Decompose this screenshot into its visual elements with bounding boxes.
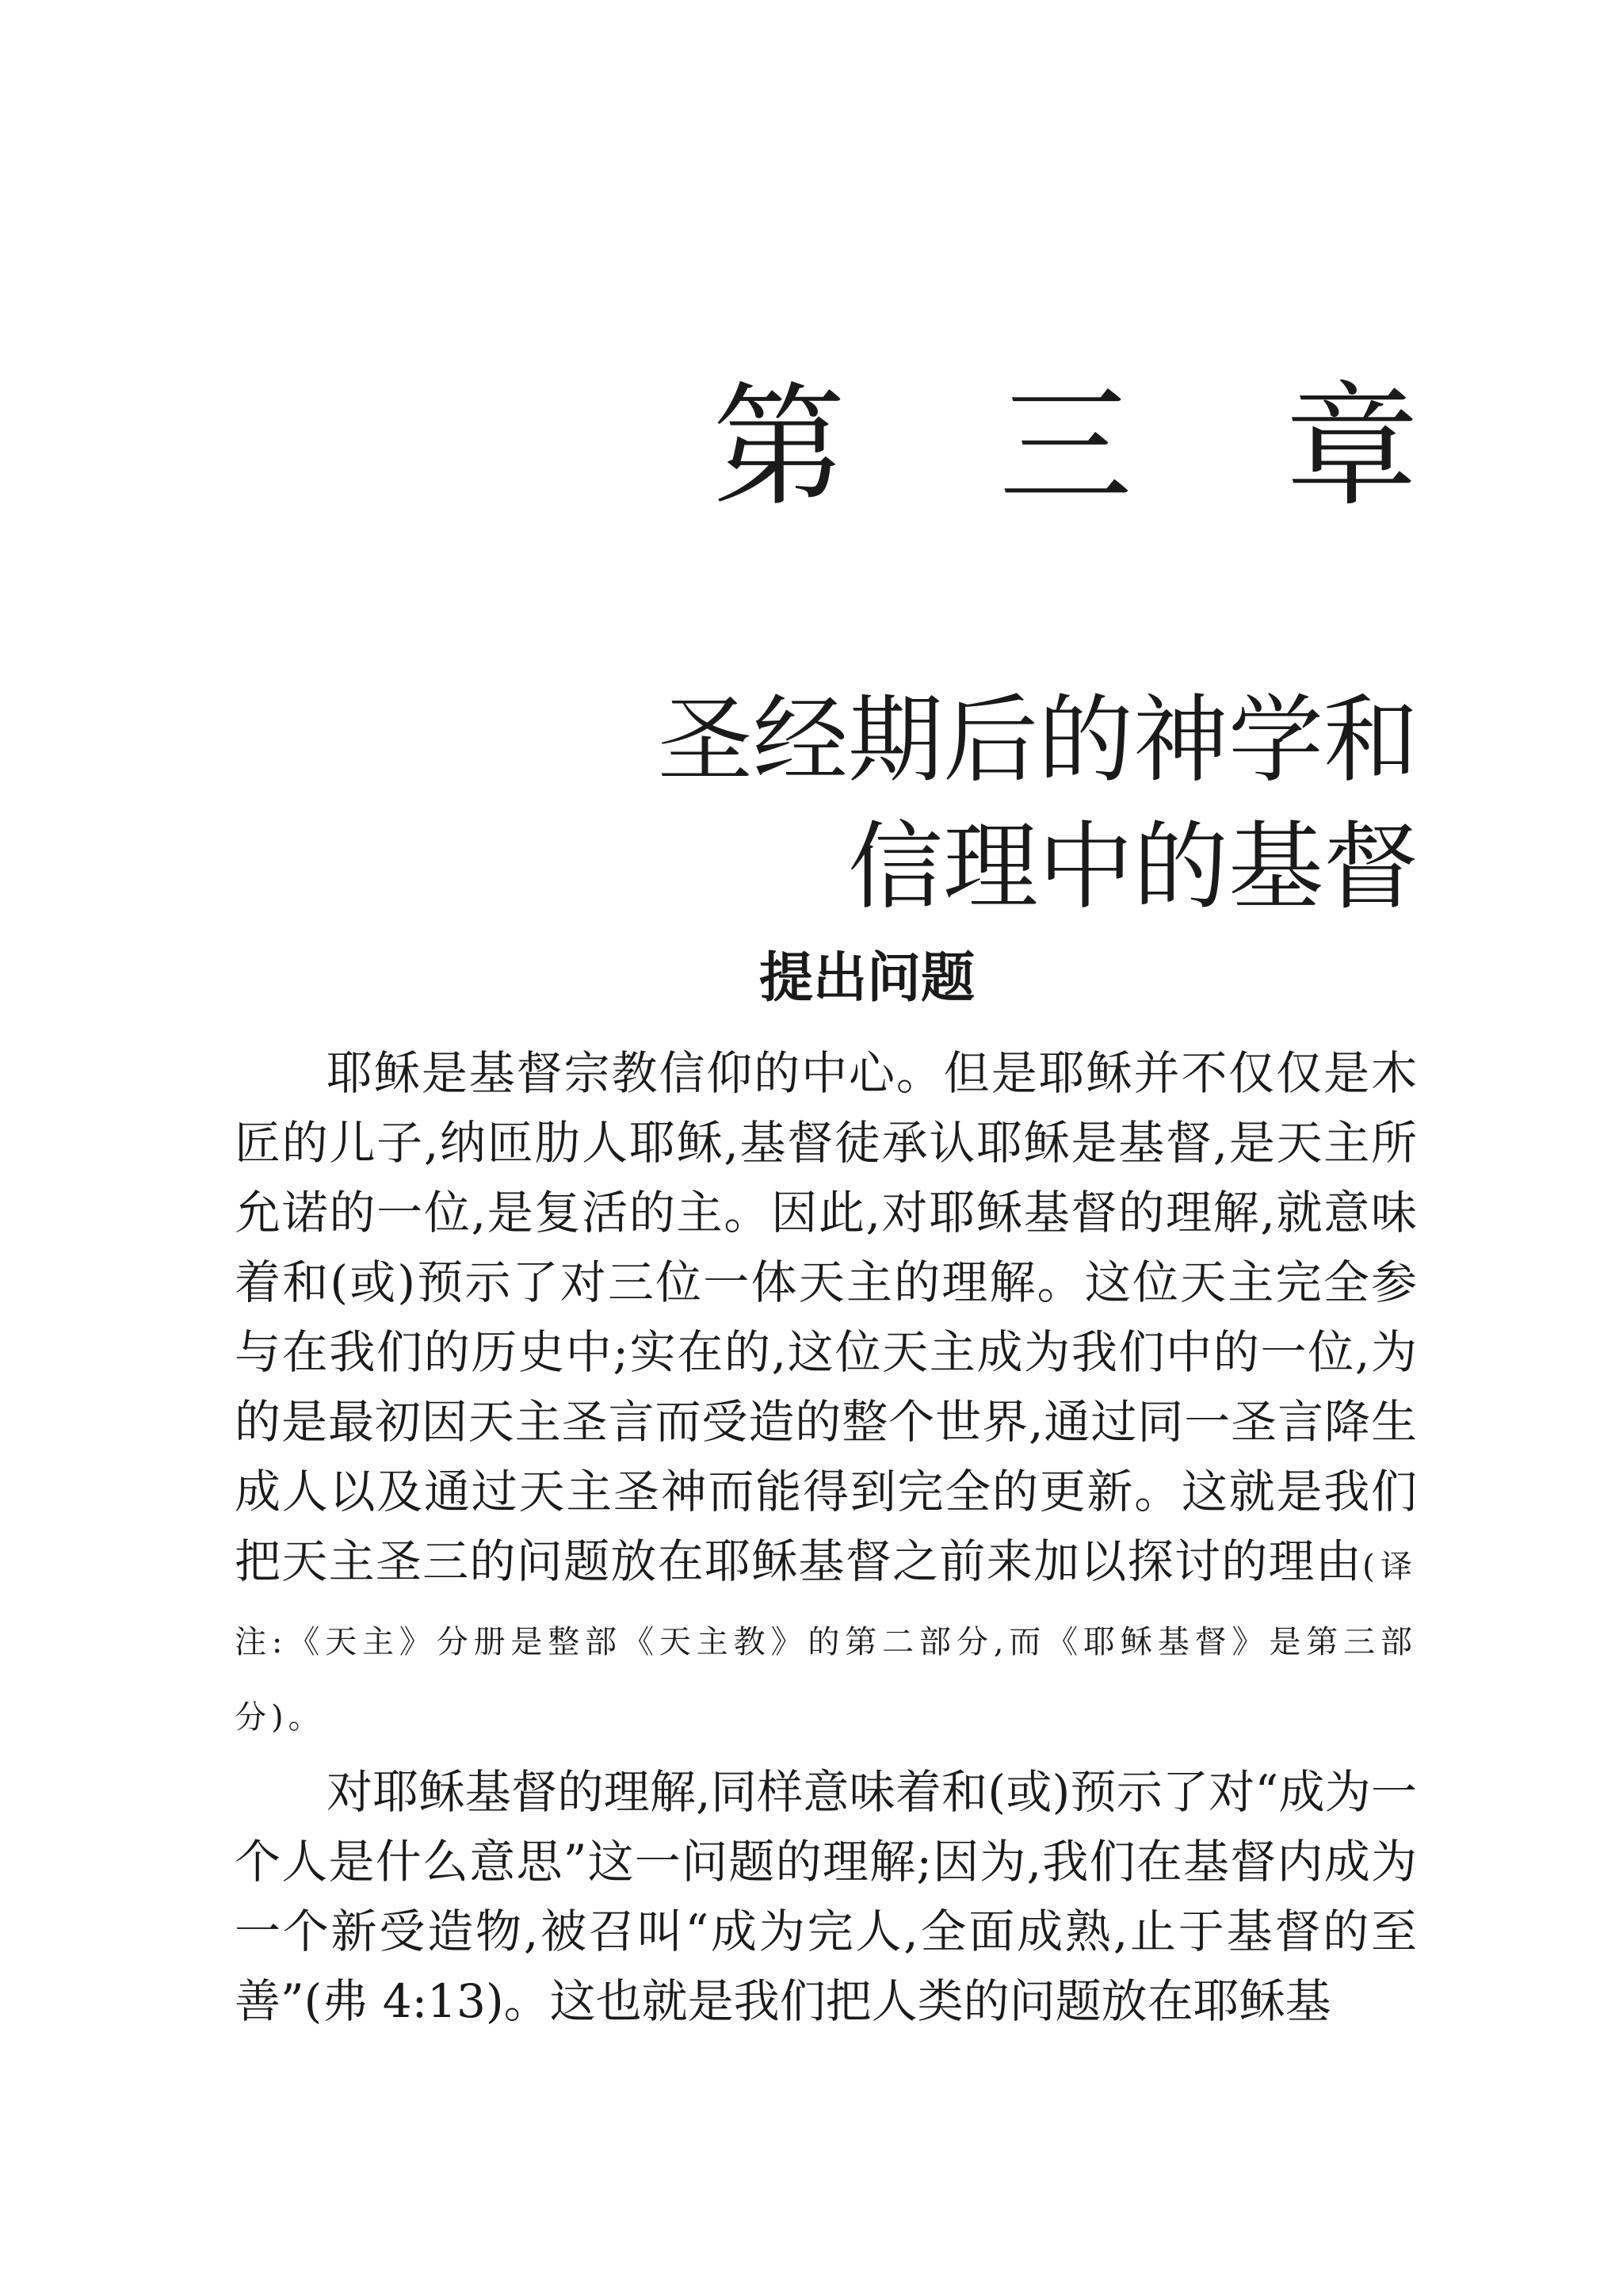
chapter-title — [658, 678, 1419, 931]
paragraph-1-text: 耶稣是基督宗教信仰的中心。但是耶稣并不仅仅是木匠的儿子,纳匝肋人耶稣,基督徒承认耶稣是基督,是天主所允诺的一位,是复活的主。因此,对耶稣基督的理解,就意味着和(或)预示了对三位一体天主的理解。这位天主完全参与在我们的历史中;实在的,这位天主成为我们中的一位,为的是最初因天主圣言而受造的整个世界,通过同一圣言降生成人以及通过天主圣神而能得到完全的更新。这就是我们把天主圣三的问题放在耶稣基督之前来加以探讨的理由 — [235, 1046, 1417, 1588]
body-text — [235, 1038, 1417, 2036]
chapter-title-line-2: 信理中的基督 — [848, 812, 1419, 923]
section-title: 提出问题 — [758, 947, 975, 1010]
chapter-title-line-1: 圣经期后的神学和 — [658, 686, 1419, 797]
paragraph-1 — [235, 1038, 1417, 1752]
chapter-number: 第 三 章 — [712, 369, 1474, 525]
translator-note: (译注:《天主》分册是整部《天主教》的第二部分,而《耶稣基督》是第三部分)。 — [235, 1549, 1417, 1736]
paragraph-2: 对耶稣基督的理解,同样意味着和(或)预示了对“成为一个人是什么意思”这一问题的理解;因为,我们在基督内成为一个新受造物,被召叫“成为完人,全面成熟,止于基督的至善”(弗 4:13)。这也就是我们把人类的问题放在耶稣基 — [235, 1765, 1417, 2028]
